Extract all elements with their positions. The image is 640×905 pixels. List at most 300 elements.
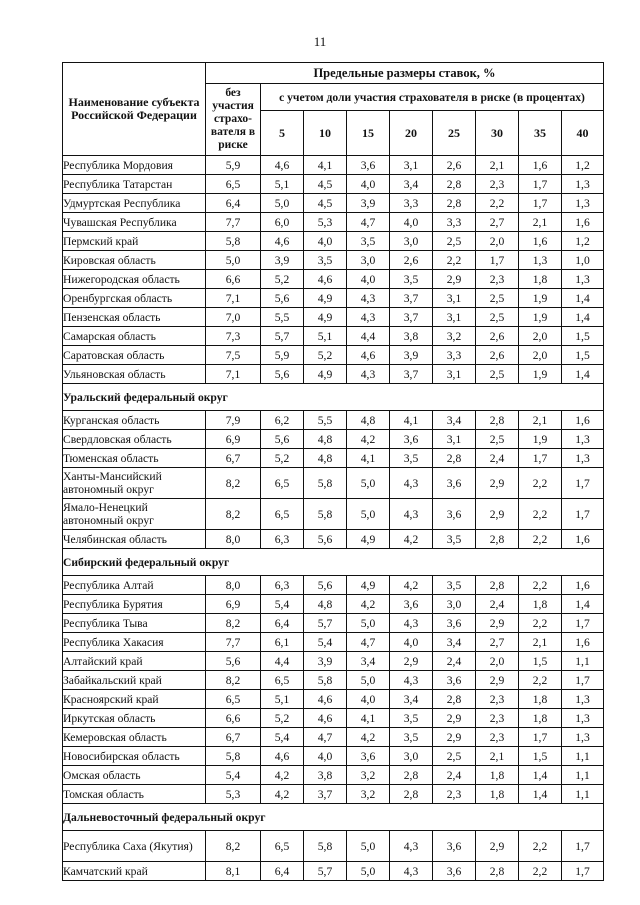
rate-with-share: 3,9: [304, 652, 347, 671]
region-name: Республика Татарстан: [63, 175, 206, 194]
table-row: [63, 652, 604, 671]
rate-with-share: 1,3: [562, 194, 604, 213]
rate-with-share: 6,5: [261, 468, 304, 499]
rate-with-share: 3,5: [390, 728, 433, 747]
rate-without-share: 6,5: [206, 690, 261, 709]
region-name: Республика Хакасия: [63, 633, 206, 652]
rate-without-share: 6,7: [206, 449, 261, 468]
rate-without-share: 6,7: [206, 728, 261, 747]
rate-with-share: 2,5: [476, 308, 519, 327]
rate-with-share: 5,6: [304, 530, 347, 549]
table-row: [63, 831, 604, 862]
rate-with-share: 5,0: [261, 194, 304, 213]
rate-without-share: 5,4: [206, 766, 261, 785]
rate-without-share: 7,1: [206, 289, 261, 308]
rate-with-share: 1,1: [562, 766, 604, 785]
header-share-col: 20: [390, 111, 433, 156]
region-name: Республика Алтай: [63, 576, 206, 595]
rate-with-share: 5,6: [261, 365, 304, 384]
rate-with-share: 2,8: [433, 690, 476, 709]
rate-with-share: 1,6: [562, 576, 604, 595]
table-row: [63, 614, 604, 633]
rate-with-share: 4,3: [347, 289, 390, 308]
rate-with-share: 3,0: [347, 251, 390, 270]
rate-with-share: 4,2: [390, 576, 433, 595]
region-name: Удмуртская Республика: [63, 194, 206, 213]
header-share-col: 15: [347, 111, 390, 156]
rate-with-share: 2,4: [476, 449, 519, 468]
region-name: Челябинская область: [63, 530, 206, 549]
table-row: [63, 671, 604, 690]
table-header: [63, 63, 604, 156]
table-row: [63, 194, 604, 213]
rate-with-share: 2,1: [476, 156, 519, 175]
rate-with-share: 2,2: [433, 251, 476, 270]
rate-with-share: 4,4: [347, 327, 390, 346]
rate-with-share: 1,4: [562, 365, 604, 384]
rate-with-share: 2,1: [519, 633, 562, 652]
rate-without-share: 8,2: [206, 614, 261, 633]
rate-with-share: 1,5: [562, 327, 604, 346]
rate-with-share: 2,8: [433, 175, 476, 194]
rate-with-share: 1,8: [519, 595, 562, 614]
table-body: [63, 156, 604, 881]
rate-with-share: 5,8: [304, 671, 347, 690]
table-row: [63, 213, 604, 232]
rate-with-share: 4,6: [261, 232, 304, 251]
rate-with-share: 5,0: [347, 468, 390, 499]
rate-without-share: 6,9: [206, 430, 261, 449]
rate-with-share: 5,4: [261, 728, 304, 747]
rate-without-share: 5,6: [206, 652, 261, 671]
rate-with-share: 2,9: [476, 831, 519, 862]
rate-with-share: 4,0: [347, 175, 390, 194]
rate-with-share: 1,1: [562, 747, 604, 766]
rate-with-share: 1,7: [519, 194, 562, 213]
rate-with-share: 1,5: [519, 747, 562, 766]
rate-with-share: 5,0: [347, 614, 390, 633]
rate-with-share: 1,3: [562, 709, 604, 728]
rate-with-share: 2,3: [476, 728, 519, 747]
rate-with-share: 4,6: [261, 747, 304, 766]
rate-with-share: 3,6: [347, 156, 390, 175]
rate-with-share: 5,7: [304, 614, 347, 633]
rate-with-share: 4,2: [347, 430, 390, 449]
district-name: Сибирский федеральный округ: [63, 549, 604, 576]
rate-with-share: 3,7: [390, 308, 433, 327]
rate-without-share: 8,2: [206, 671, 261, 690]
rate-with-share: 5,0: [347, 499, 390, 530]
rate-with-share: 3,4: [390, 690, 433, 709]
rate-with-share: 3,9: [261, 251, 304, 270]
rate-with-share: 1,3: [562, 175, 604, 194]
table-row: [63, 327, 604, 346]
rate-without-share: 5,9: [206, 156, 261, 175]
rate-with-share: 3,5: [390, 709, 433, 728]
rate-with-share: 1,8: [476, 766, 519, 785]
rate-without-share: 8,2: [206, 831, 261, 862]
district-name: Уральский федеральный округ: [63, 384, 604, 411]
rate-with-share: 4,4: [261, 652, 304, 671]
rate-with-share: 2,2: [519, 671, 562, 690]
rate-with-share: 5,1: [304, 327, 347, 346]
rate-with-share: 2,7: [476, 633, 519, 652]
rate-with-share: 2,3: [433, 785, 476, 804]
rate-with-share: 4,2: [261, 785, 304, 804]
table-row: [63, 175, 604, 194]
rate-without-share: 7,7: [206, 633, 261, 652]
rate-with-share: 1,7: [562, 671, 604, 690]
rate-with-share: 4,0: [390, 633, 433, 652]
rate-with-share: 2,6: [476, 327, 519, 346]
table-row: [63, 862, 604, 881]
rate-with-share: 5,7: [304, 862, 347, 881]
region-name: Алтайский край: [63, 652, 206, 671]
rate-with-share: 3,8: [390, 327, 433, 346]
rate-with-share: 3,6: [390, 430, 433, 449]
header-without-share: без участия страхо-вателя в риске: [206, 84, 261, 156]
table-row: [63, 709, 604, 728]
rate-with-share: 1,7: [476, 251, 519, 270]
region-name: Республика Саха (Якутия): [63, 831, 206, 862]
region-name: Томская область: [63, 785, 206, 804]
rate-with-share: 3,2: [347, 785, 390, 804]
rate-with-share: 3,1: [433, 308, 476, 327]
rate-with-share: 3,6: [433, 614, 476, 633]
rate-with-share: 3,4: [433, 411, 476, 430]
rate-with-share: 1,0: [562, 251, 604, 270]
rate-with-share: 5,8: [304, 831, 347, 862]
rate-with-share: 3,1: [433, 289, 476, 308]
rate-with-share: 2,5: [476, 365, 519, 384]
rate-with-share: 2,4: [476, 595, 519, 614]
rate-with-share: 4,1: [347, 449, 390, 468]
rate-with-share: 1,9: [519, 430, 562, 449]
rate-with-share: 2,2: [519, 499, 562, 530]
region-name: Новосибирская область: [63, 747, 206, 766]
rate-with-share: 1,1: [562, 652, 604, 671]
rate-with-share: 5,6: [261, 289, 304, 308]
region-name: Камчатский край: [63, 862, 206, 881]
rate-with-share: 2,6: [476, 346, 519, 365]
rate-without-share: 6,6: [206, 270, 261, 289]
rate-without-share: 8,2: [206, 468, 261, 499]
rate-with-share: 3,4: [347, 652, 390, 671]
rate-with-share: 2,9: [476, 468, 519, 499]
rate-with-share: 5,2: [261, 709, 304, 728]
rate-with-share: 2,4: [433, 652, 476, 671]
region-name: Республика Тыва: [63, 614, 206, 633]
rate-without-share: 5,0: [206, 251, 261, 270]
rate-with-share: 3,6: [390, 595, 433, 614]
rate-with-share: 1,7: [519, 175, 562, 194]
table-row: [63, 785, 604, 804]
district-row: [63, 384, 604, 411]
rate-with-share: 4,3: [347, 308, 390, 327]
rate-with-share: 1,9: [519, 308, 562, 327]
rate-with-share: 2,1: [476, 747, 519, 766]
rate-with-share: 3,0: [433, 595, 476, 614]
rate-with-share: 5,1: [261, 175, 304, 194]
rate-with-share: 5,5: [304, 411, 347, 430]
rate-with-share: 4,6: [304, 270, 347, 289]
rate-with-share: 3,9: [347, 194, 390, 213]
region-name: Саратовская область: [63, 346, 206, 365]
region-name: Чувашская Республика: [63, 213, 206, 232]
rate-with-share: 4,6: [304, 690, 347, 709]
rate-with-share: 4,9: [304, 308, 347, 327]
rate-with-share: 3,4: [433, 633, 476, 652]
table-row: [63, 449, 604, 468]
rate-without-share: 7,9: [206, 411, 261, 430]
region-name: Свердловская область: [63, 430, 206, 449]
rate-with-share: 5,8: [304, 468, 347, 499]
rate-with-share: 1,7: [562, 468, 604, 499]
header-share-col: 5: [261, 111, 304, 156]
rate-with-share: 2,2: [519, 576, 562, 595]
rate-with-share: 2,4: [433, 766, 476, 785]
region-name: Республика Бурятия: [63, 595, 206, 614]
rate-with-share: 4,9: [347, 530, 390, 549]
region-name: Ханты-Мансийский автономный округ: [63, 468, 206, 499]
rate-with-share: 6,1: [261, 633, 304, 652]
rate-with-share: 3,0: [390, 232, 433, 251]
header-share-col: 25: [433, 111, 476, 156]
rate-with-share: 6,2: [261, 411, 304, 430]
rate-with-share: 1,8: [519, 270, 562, 289]
rate-with-share: 4,6: [261, 156, 304, 175]
rate-without-share: 7,3: [206, 327, 261, 346]
rate-with-share: 1,7: [519, 449, 562, 468]
rate-with-share: 1,9: [519, 289, 562, 308]
table-row: [63, 468, 604, 499]
table-row: [63, 308, 604, 327]
rate-with-share: 2,2: [519, 614, 562, 633]
rate-with-share: 5,5: [261, 308, 304, 327]
table-row: [63, 530, 604, 549]
region-name: Забайкальский край: [63, 671, 206, 690]
rate-with-share: 4,1: [390, 411, 433, 430]
rate-with-share: 4,3: [390, 614, 433, 633]
rate-with-share: 1,6: [562, 411, 604, 430]
table-row: [63, 156, 604, 175]
rate-with-share: 5,9: [261, 346, 304, 365]
rate-with-share: 4,6: [304, 709, 347, 728]
rate-without-share: 8,2: [206, 499, 261, 530]
table-row: [63, 365, 604, 384]
rate-with-share: 6,5: [261, 671, 304, 690]
rate-with-share: 1,3: [562, 690, 604, 709]
rate-with-share: 4,3: [390, 468, 433, 499]
region-name: Оренбургская область: [63, 289, 206, 308]
rate-without-share: 8,0: [206, 530, 261, 549]
rate-with-share: 4,1: [304, 156, 347, 175]
rate-with-share: 3,1: [433, 365, 476, 384]
rate-with-share: 2,1: [519, 213, 562, 232]
rate-without-share: 7,7: [206, 213, 261, 232]
region-name: Кировская область: [63, 251, 206, 270]
rate-with-share: 2,6: [390, 251, 433, 270]
rate-with-share: 4,9: [304, 289, 347, 308]
rate-without-share: 7,1: [206, 365, 261, 384]
rate-with-share: 3,1: [433, 430, 476, 449]
rate-with-share: 2,9: [433, 728, 476, 747]
table-row: [63, 430, 604, 449]
rate-with-share: 5,0: [347, 862, 390, 881]
rate-with-share: 2,2: [519, 862, 562, 881]
rate-with-share: 5,0: [347, 671, 390, 690]
rate-with-share: 6,5: [261, 499, 304, 530]
table-row: [63, 251, 604, 270]
rate-with-share: 4,2: [261, 766, 304, 785]
table-row: [63, 690, 604, 709]
rate-with-share: 3,7: [304, 785, 347, 804]
rate-with-share: 1,5: [519, 652, 562, 671]
rate-with-share: 2,1: [519, 411, 562, 430]
page-number: 11: [313, 34, 327, 49]
rate-with-share: 1,6: [519, 156, 562, 175]
rate-with-share: 1,7: [562, 831, 604, 862]
rate-with-share: 2,8: [433, 194, 476, 213]
rate-with-share: 4,7: [304, 728, 347, 747]
rate-with-share: 1,6: [562, 530, 604, 549]
rate-with-share: 2,5: [433, 747, 476, 766]
rate-with-share: 1,6: [562, 213, 604, 232]
table-row: [63, 595, 604, 614]
rate-with-share: 1,9: [519, 365, 562, 384]
rate-without-share: 6,6: [206, 709, 261, 728]
rate-without-share: 7,0: [206, 308, 261, 327]
rate-with-share: 1,6: [562, 633, 604, 652]
rate-with-share: 1,1: [562, 785, 604, 804]
rate-with-share: 5,4: [304, 633, 347, 652]
rate-with-share: 2,5: [433, 232, 476, 251]
rate-with-share: 3,6: [433, 671, 476, 690]
rate-with-share: 5,4: [261, 595, 304, 614]
rate-without-share: 5,3: [206, 785, 261, 804]
header-rates-title: Предельные размеры ставок, %: [206, 63, 604, 84]
region-name: Пермский край: [63, 232, 206, 251]
region-name: Ямало-Ненецкий автономный округ: [63, 499, 206, 530]
table-row: [63, 766, 604, 785]
rate-with-share: 4,8: [304, 595, 347, 614]
rate-with-share: 1,2: [562, 232, 604, 251]
rate-with-share: 4,1: [347, 709, 390, 728]
rate-with-share: 1,3: [519, 251, 562, 270]
rate-with-share: 5,7: [261, 327, 304, 346]
rate-with-share: 2,0: [476, 232, 519, 251]
rate-with-share: 1,4: [562, 595, 604, 614]
rate-with-share: 4,3: [390, 862, 433, 881]
rate-with-share: 1,8: [476, 785, 519, 804]
region-name: Иркутская область: [63, 709, 206, 728]
rate-with-share: 1,4: [519, 766, 562, 785]
rate-with-share: 1,4: [562, 308, 604, 327]
header-region-name: Наименование субъекта Российской Федерации: [63, 63, 206, 156]
rate-with-share: 1,2: [562, 156, 604, 175]
header-share-col: 40: [562, 111, 604, 156]
rate-with-share: 4,3: [390, 831, 433, 862]
rate-with-share: 3,4: [390, 175, 433, 194]
rate-with-share: 2,3: [476, 690, 519, 709]
district-row: [63, 549, 604, 576]
rate-with-share: 2,9: [433, 270, 476, 289]
rate-without-share: 5,8: [206, 747, 261, 766]
rate-with-share: 4,0: [304, 747, 347, 766]
rate-with-share: 4,3: [390, 499, 433, 530]
rate-with-share: 2,9: [390, 652, 433, 671]
rate-with-share: 2,5: [476, 289, 519, 308]
rate-with-share: 2,9: [476, 671, 519, 690]
rate-with-share: 3,6: [433, 468, 476, 499]
region-name: Кемеровская область: [63, 728, 206, 747]
table-row: [63, 499, 604, 530]
rate-with-share: 4,0: [304, 232, 347, 251]
region-name: Тюменская область: [63, 449, 206, 468]
table-row: [63, 633, 604, 652]
rate-with-share: 4,9: [304, 365, 347, 384]
rate-with-share: 1,4: [519, 785, 562, 804]
rate-with-share: 1,3: [562, 728, 604, 747]
rate-with-share: 2,8: [476, 576, 519, 595]
rate-with-share: 3,3: [433, 346, 476, 365]
rate-with-share: 3,1: [390, 156, 433, 175]
rate-with-share: 3,6: [433, 499, 476, 530]
rate-with-share: 5,0: [347, 831, 390, 862]
table-row: [63, 289, 604, 308]
region-name: Красноярский край: [63, 690, 206, 709]
region-name: Нижегородская область: [63, 270, 206, 289]
region-name: Омская область: [63, 766, 206, 785]
rate-with-share: 2,9: [476, 614, 519, 633]
region-name: Курганская область: [63, 411, 206, 430]
rate-with-share: 2,3: [476, 270, 519, 289]
region-name: Самарская область: [63, 327, 206, 346]
rate-with-share: 2,2: [519, 831, 562, 862]
table-row: [63, 346, 604, 365]
rate-with-share: 3,6: [433, 831, 476, 862]
rate-with-share: 2,0: [519, 346, 562, 365]
rate-with-share: 3,3: [433, 213, 476, 232]
rate-with-share: 4,8: [304, 430, 347, 449]
table-row: [63, 576, 604, 595]
rate-with-share: 1,8: [519, 709, 562, 728]
rate-with-share: 2,7: [476, 213, 519, 232]
rate-with-share: 4,5: [304, 194, 347, 213]
rate-with-share: 2,9: [433, 709, 476, 728]
rate-with-share: 2,8: [390, 766, 433, 785]
rate-with-share: 3,6: [347, 747, 390, 766]
rate-with-share: 1,4: [562, 289, 604, 308]
rate-with-share: 6,0: [261, 213, 304, 232]
rate-with-share: 2,0: [519, 327, 562, 346]
rate-with-share: 2,8: [476, 411, 519, 430]
rate-with-share: 4,5: [304, 175, 347, 194]
district-row: [63, 804, 604, 831]
rate-with-share: 1,3: [562, 449, 604, 468]
rate-with-share: 6,4: [261, 862, 304, 881]
rate-with-share: 4,3: [347, 365, 390, 384]
rate-with-share: 2,5: [476, 430, 519, 449]
rate-with-share: 5,6: [261, 430, 304, 449]
rate-with-share: 1,5: [562, 346, 604, 365]
table-row: [63, 232, 604, 251]
rate-with-share: 3,8: [304, 766, 347, 785]
rate-with-share: 2,0: [476, 652, 519, 671]
rate-with-share: 3,5: [390, 270, 433, 289]
table-row: [63, 411, 604, 430]
rate-with-share: 4,7: [347, 213, 390, 232]
